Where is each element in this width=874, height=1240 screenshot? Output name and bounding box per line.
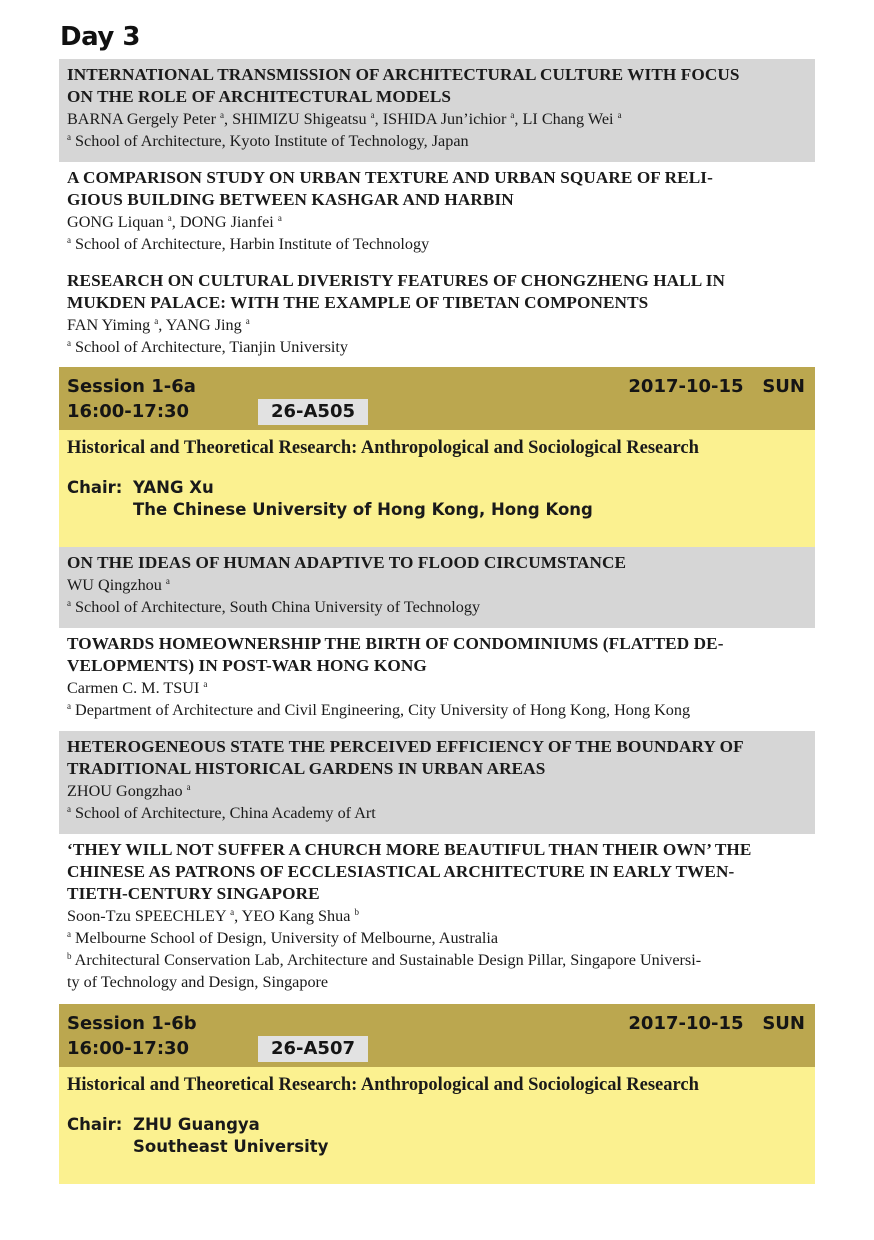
session-room: 26-A507 <box>258 1036 368 1062</box>
paper-authors <box>67 677 807 699</box>
paper-title-line: TIETH-CENTURY SINGAPORE <box>67 884 320 903</box>
affiliation-text: School of Architecture, Tianjin University <box>75 338 348 356</box>
author-name: Carmen C. M. TSUI <box>67 679 200 697</box>
author-separator: , <box>234 907 242 925</box>
affiliation-mark: a <box>67 701 71 711</box>
paper-title <box>67 64 807 108</box>
author-separator: , <box>224 110 233 128</box>
author-name: Soon-Tzu SPEECHLEY <box>67 907 227 925</box>
author-name: DONG Jianfei <box>179 213 274 231</box>
paper-title <box>67 633 807 677</box>
paper-affiliation <box>67 596 807 618</box>
paper-block <box>59 834 815 1004</box>
paper-title-line: MUKDEN PALACE: WITH THE EXAMPLE OF TIBETAN COMPONENTS <box>67 293 649 312</box>
paper-title-line: RESEARCH ON CULTURAL DIVERISTY FEATURES OF CHONGZHENG HALL IN <box>67 271 726 290</box>
paper-affiliation <box>67 233 807 255</box>
paper-title <box>67 736 807 780</box>
paper-title <box>67 270 807 314</box>
author-affiliation-mark: a <box>370 110 375 120</box>
author-name: LI Chang Wei <box>522 110 614 128</box>
affiliation-text: Department of Architecture and Civil Engineering, City University of Hong Kong, Hong Kong <box>75 701 691 719</box>
paper-title-line: INTERNATIONAL TRANSMISSION OF ARCHITECTURAL CULTURE WITH FOCUS <box>67 65 740 84</box>
author-name: ISHIDA Jun’ichior <box>382 110 507 128</box>
paper-authors <box>67 574 807 596</box>
paper-affiliation <box>67 130 807 152</box>
session-info <box>59 430 815 547</box>
author-affiliation-mark: a <box>220 110 225 120</box>
author-affiliation-mark: a <box>245 316 250 326</box>
paper-authors <box>67 905 807 927</box>
paper-title-line: ON THE ROLE OF ARCHITECTURAL MODELS <box>67 87 452 106</box>
author-affiliation-mark: a <box>165 576 170 586</box>
author-affiliation-mark: a <box>203 679 208 689</box>
author-name: YEO Kang Shua <box>241 907 351 925</box>
affiliation-mark: a <box>67 338 71 348</box>
session-time: 16:00-17:30 <box>67 401 190 422</box>
author-name: BARNA Gergely Peter <box>67 110 216 128</box>
author-affiliation-mark: a <box>617 110 622 120</box>
paper-title-line: VELOPMENTS) IN POST-WAR HONG KONG <box>67 656 427 675</box>
affiliation-text: School of Architecture, China Academy of Art <box>75 804 376 822</box>
author-name: WU Qingzhou <box>67 576 162 594</box>
author-affiliation-mark: a <box>230 907 235 917</box>
chair-affiliation: The Chinese University of Hong Kong, Hong Kong <box>133 500 593 519</box>
session-info <box>59 1067 815 1184</box>
paper-block <box>59 59 815 162</box>
author-separator: , <box>374 110 383 128</box>
affiliation-text: School of Architecture, Kyoto Institute of Technology, Japan <box>75 132 469 150</box>
author-separator: , <box>171 213 180 231</box>
affiliation-mark: a <box>67 598 71 608</box>
author-affiliation-mark: b <box>354 907 359 917</box>
author-name: GONG Liquan <box>67 213 164 231</box>
affiliation-mark: a <box>67 132 71 142</box>
author-separator: , <box>158 316 166 334</box>
paper-affiliation <box>67 927 807 949</box>
affiliation-text: School of Architecture, Harbin Institute of Technology <box>75 235 430 253</box>
paper-affiliation <box>67 802 807 824</box>
session-header <box>59 367 815 430</box>
paper-block <box>59 547 815 628</box>
paper-title-line: TOWARDS HOMEOWNERSHIP THE BIRTH OF CONDOMINIUMS (FLATTED DE- <box>67 634 724 653</box>
paper-title-line: GIOUS BUILDING BETWEEN KASHGAR AND HARBIN <box>67 190 514 209</box>
author-name: YANG Jing <box>165 316 242 334</box>
paper-block <box>59 162 815 265</box>
session-topic: Historical and Theoretical Research: Anthropological and Sociological Research <box>67 1075 699 1095</box>
paper-affiliation <box>67 336 807 358</box>
affiliation-text: Architectural Conservation Lab, Architecture and Sustainable Design Pillar, Singapore Universi- <box>74 951 702 969</box>
paper-title-line: HETEROGENEOUS STATE THE PERCEIVED EFFICIENCY OF THE BOUNDARY OF <box>67 737 744 756</box>
paper-title-line: ON THE IDEAS OF HUMAN ADAPTIVE TO FLOOD CIRCUMSTANCE <box>67 553 627 572</box>
paper-title-line: CHINESE AS PATRONS OF ECCLESIASTICAL ARCHITECTURE IN EARLY TWEN- <box>67 862 735 881</box>
author-affiliation-mark: a <box>277 213 282 223</box>
author-separator: , <box>514 110 523 128</box>
session-id: Session 1-6b <box>67 1013 197 1034</box>
author-affiliation-mark: a <box>154 316 159 326</box>
paper-authors <box>67 780 807 802</box>
affiliation-mark: b <box>67 951 72 961</box>
author-affiliation-mark: a <box>167 213 172 223</box>
paper-affiliation <box>67 949 807 971</box>
affiliation-mark: a <box>67 804 71 814</box>
paper-affiliation <box>67 971 807 993</box>
affiliation-text: ty of Technology and Design, Singapore <box>67 973 329 991</box>
paper-authors <box>67 108 807 130</box>
paper-title-line: A COMPARISON STUDY ON URBAN TEXTURE AND URBAN SQUARE OF RELI- <box>67 168 713 187</box>
session-date: 2017-10-15 SUN <box>628 1013 805 1034</box>
paper-title <box>67 552 807 574</box>
affiliation-text: School of Architecture, South China University of Technology <box>75 598 481 616</box>
chair-label: Chair: <box>67 1115 123 1134</box>
author-name: ZHOU Gongzhao <box>67 782 183 800</box>
paper-title-line: TRADITIONAL HISTORICAL GARDENS IN URBAN AREAS <box>67 759 546 778</box>
affiliation-mark: a <box>67 929 71 939</box>
session-header <box>59 1004 815 1067</box>
paper-title <box>67 839 807 905</box>
paper-title-line: ‘THEY WILL NOT SUFFER A CHURCH MORE BEAUTIFUL THAN THEIR OWN’ THE <box>67 840 752 859</box>
session-time: 16:00-17:30 <box>67 1038 190 1059</box>
session-room: 26-A505 <box>258 399 368 425</box>
author-affiliation-mark: a <box>186 782 191 792</box>
affiliation-text: Melbourne School of Design, University of Melbourne, Australia <box>75 929 499 947</box>
chair-affiliation: Southeast University <box>133 1137 329 1156</box>
paper-authors <box>67 314 807 336</box>
session-date: 2017-10-15 SUN <box>628 376 805 397</box>
paper-block <box>59 731 815 834</box>
chair-name: YANG Xu <box>133 478 214 497</box>
session-topic: Historical and Theoretical Research: Anthropological and Sociological Research <box>67 438 699 458</box>
session-id: Session 1-6a <box>67 376 196 397</box>
paper-title <box>67 167 807 211</box>
day-title: Day 3 <box>60 22 140 52</box>
author-name: FAN Yiming <box>67 316 151 334</box>
author-affiliation-mark: a <box>510 110 515 120</box>
chair-label: Chair: <box>67 478 123 497</box>
paper-affiliation <box>67 699 807 721</box>
affiliation-mark: a <box>67 235 71 245</box>
paper-block <box>59 628 815 731</box>
author-name: SHIMIZU Shigeatsu <box>232 110 367 128</box>
paper-block <box>59 265 815 367</box>
paper-authors <box>67 211 807 233</box>
chair-name: ZHU Guangya <box>133 1115 260 1134</box>
